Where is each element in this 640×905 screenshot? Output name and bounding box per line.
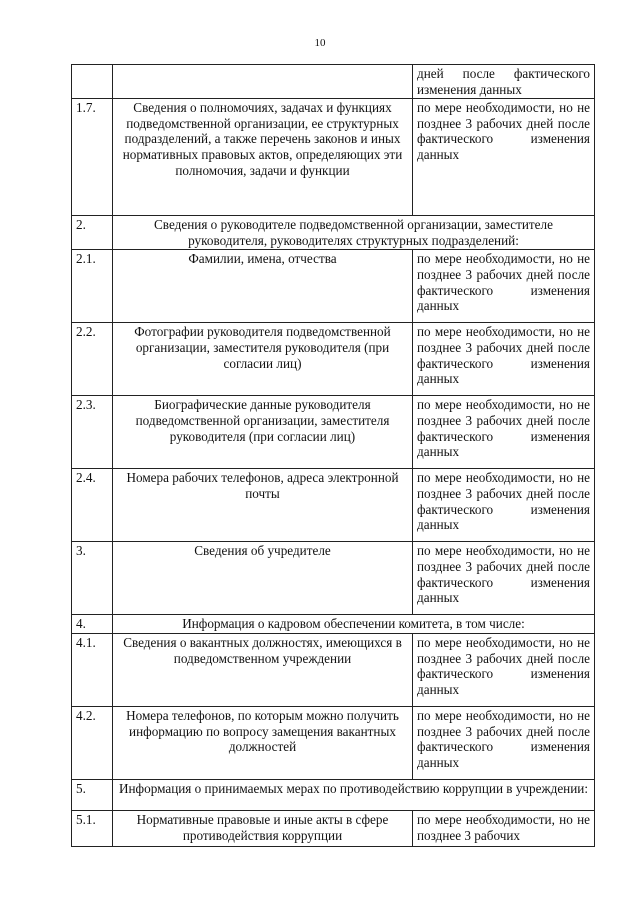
information-table bbox=[71, 64, 595, 847]
update-deadline: по мере необходимости, но не позднее 3 рабочих дней после фактического изменения данных bbox=[413, 469, 595, 542]
update-deadline: по мере необходимости, но не позднее 3 рабочих дней после фактического изменения данных bbox=[413, 99, 595, 216]
update-deadline: по мере необходимости, но не позднее 3 рабочих дней после фактического изменения данных bbox=[413, 323, 595, 396]
update-deadline: дней после фактического изменения данных bbox=[413, 65, 595, 99]
update-deadline: по мере необходимости, но не позднее 3 рабочих дней после фактического изменения данных bbox=[413, 633, 595, 706]
item-description: Сведения о полномочиях, задачах и функциях подведомственной организации, ее структурных подразделений, а также перечень законов и иных нормативных правовых актов, определяющих эти полномочия, задачи и функции bbox=[113, 99, 413, 216]
table-row bbox=[72, 706, 595, 779]
table-row bbox=[72, 469, 595, 542]
table-row bbox=[72, 250, 595, 323]
item-description: Сведения об учредителе bbox=[113, 542, 413, 615]
update-deadline: по мере необходимости, но не позднее 3 рабочих дней после фактического изменения данных bbox=[413, 396, 595, 469]
update-deadline: по мере необходимости, но не позднее 3 рабочих дней после фактического изменения данных bbox=[413, 542, 595, 615]
row-number: 2.3. bbox=[72, 396, 113, 469]
row-number: 4.2. bbox=[72, 706, 113, 779]
row-number: 3. bbox=[72, 542, 113, 615]
table-row bbox=[72, 633, 595, 706]
row-number: 4. bbox=[72, 615, 113, 634]
row-number: 4.1. bbox=[72, 633, 113, 706]
item-description: Нормативные правовые и иные акты в сфере противодействия коррупции bbox=[113, 810, 413, 846]
item-description: Номера телефонов, по которым можно получить информацию по вопросу замещения вакантных должностей bbox=[113, 706, 413, 779]
table-body bbox=[72, 65, 595, 847]
row-number: 2. bbox=[72, 216, 113, 250]
row-number: 5. bbox=[72, 779, 113, 810]
item-description: Фотографии руководителя подведомственной организации, заместителя руководителя (при согласии лиц) bbox=[113, 323, 413, 396]
table-row bbox=[72, 542, 595, 615]
section-heading: Информация о принимаемых мерах по противодействию коррупции в учреждении: bbox=[113, 779, 595, 810]
page-number: 10 bbox=[314, 37, 326, 49]
item-description: Сведения о вакантных должностях, имеющихся в подведомственном учреждении bbox=[113, 633, 413, 706]
update-deadline: по мере необходимости, но не позднее 3 рабочих bbox=[413, 810, 595, 846]
table-row bbox=[72, 99, 595, 216]
table-row bbox=[72, 396, 595, 469]
update-deadline: по мере необходимости, но не позднее 3 рабочих дней после фактического изменения данных bbox=[413, 250, 595, 323]
item-description bbox=[113, 65, 413, 99]
item-description: Биографические данные руководителя подведомственной организации, заместителя руководителя (при согласии лиц) bbox=[113, 396, 413, 469]
row-number: 2.1. bbox=[72, 250, 113, 323]
row-number bbox=[72, 65, 113, 99]
item-description: Номера рабочих телефонов, адреса электронной почты bbox=[113, 469, 413, 542]
table-row bbox=[72, 323, 595, 396]
row-number: 5.1. bbox=[72, 810, 113, 846]
item-description: Фамилии, имена, отчества bbox=[113, 250, 413, 323]
update-deadline: по мере необходимости, но не позднее 3 рабочих дней после фактического изменения данных bbox=[413, 706, 595, 779]
table-row bbox=[72, 779, 595, 810]
section-heading: Сведения о руководителе подведомственной организации, заместителе руководителя, руководителях структурных подразделений: bbox=[113, 216, 595, 250]
row-number: 1.7. bbox=[72, 99, 113, 216]
section-heading: Информация о кадровом обеспечении комитета, в том числе: bbox=[113, 615, 595, 634]
table-row bbox=[72, 216, 595, 250]
row-number: 2.2. bbox=[72, 323, 113, 396]
table-row bbox=[72, 810, 595, 846]
row-number: 2.4. bbox=[72, 469, 113, 542]
table-row bbox=[72, 615, 595, 634]
table-row bbox=[72, 65, 595, 99]
